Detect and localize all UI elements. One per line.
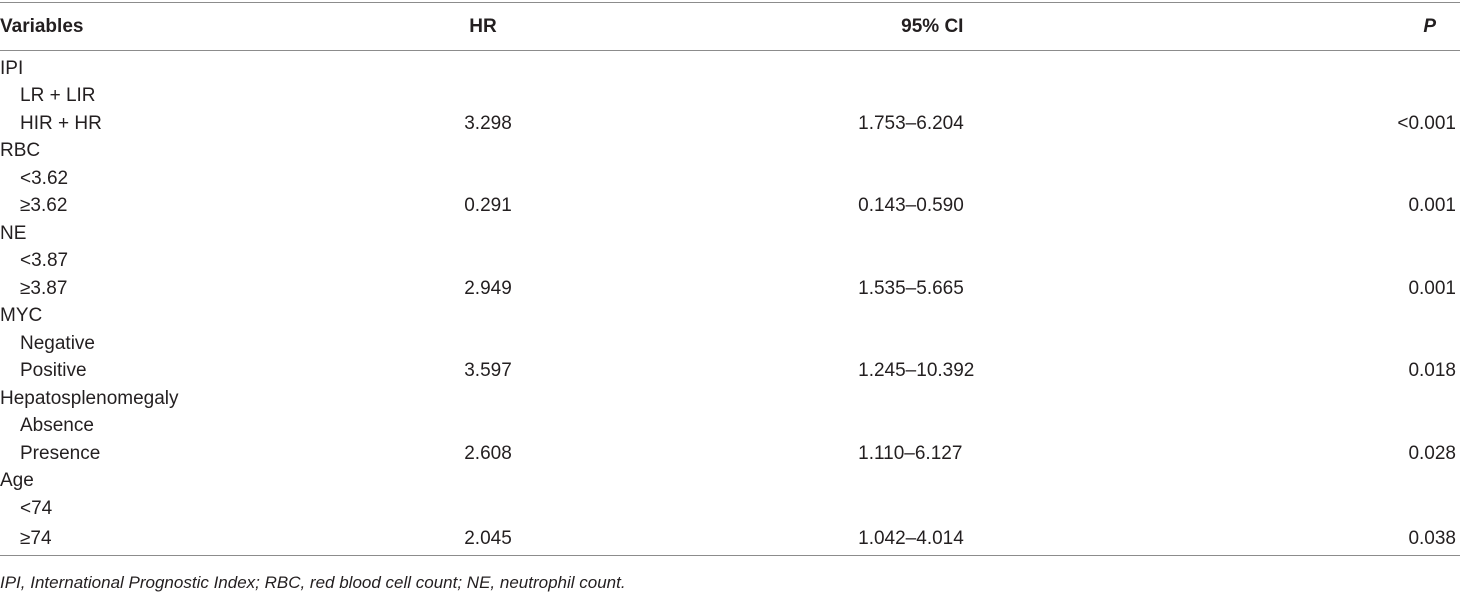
cell-ci: 1.110–6.127 bbox=[858, 442, 963, 464]
cell-p-value bbox=[1231, 385, 1460, 413]
table-row bbox=[0, 495, 1460, 523]
cell-p-value bbox=[1231, 165, 1460, 193]
cell-p-value bbox=[1231, 248, 1460, 276]
table-row bbox=[0, 523, 1460, 556]
header-variables: Variables bbox=[0, 3, 339, 51]
cell-hr bbox=[339, 495, 633, 523]
cell-hr bbox=[339, 330, 633, 358]
table-row bbox=[0, 110, 1460, 138]
cell-variable: <3.62 bbox=[20, 167, 69, 189]
cell-variable: Positive bbox=[20, 360, 87, 382]
cell-variable: HIR + HR bbox=[20, 112, 102, 134]
cell-variable: <74 bbox=[20, 497, 53, 519]
table-row bbox=[0, 193, 1460, 221]
table-row bbox=[0, 275, 1460, 303]
table-row bbox=[0, 440, 1460, 468]
cell-hr: 2.949 bbox=[464, 277, 512, 299]
cell-p-value: 0.028 bbox=[1408, 442, 1456, 464]
cell-hr bbox=[339, 385, 633, 413]
cell-hr bbox=[339, 248, 633, 276]
cell-variable: ≥3.87 bbox=[20, 277, 68, 299]
table-row bbox=[0, 248, 1460, 276]
cell-variable: MYC bbox=[0, 305, 43, 327]
cell-variable: Negative bbox=[20, 332, 95, 354]
header-ci: 95% CI bbox=[633, 3, 1230, 51]
cell-p-value: 0.038 bbox=[1231, 523, 1460, 556]
cell-hr: 2.608 bbox=[464, 442, 512, 464]
cell-p-value: 0.018 bbox=[1408, 360, 1456, 382]
table-header bbox=[0, 3, 1460, 51]
header-row bbox=[0, 3, 1460, 51]
cell-hr: 2.045 bbox=[339, 523, 633, 556]
cell-p-value bbox=[1231, 220, 1460, 248]
cell-ci: 1.245–10.392 bbox=[858, 360, 975, 382]
cell-ci: 1.042–4.014 bbox=[633, 523, 1230, 556]
cell-hr: 0.291 bbox=[464, 195, 512, 217]
cell-ci: 1.753–6.204 bbox=[858, 112, 964, 134]
table-row bbox=[0, 220, 1460, 248]
cell-p-value: 0.001 bbox=[1408, 277, 1456, 299]
cell-variable: NE bbox=[0, 222, 27, 244]
cell-ci bbox=[633, 220, 1230, 248]
table-row bbox=[0, 358, 1460, 386]
hazard-ratio-table bbox=[0, 2, 1460, 556]
cell-p-value bbox=[1231, 413, 1460, 441]
cell-ci bbox=[633, 303, 1230, 331]
cell-variable: Hepatosplenomegaly bbox=[0, 387, 179, 409]
cell-ci bbox=[633, 51, 1230, 83]
cell-p-value bbox=[1231, 138, 1460, 166]
cell-variable: Age bbox=[0, 470, 34, 492]
cell-hr bbox=[339, 468, 633, 496]
cell-ci bbox=[633, 385, 1230, 413]
header-hr: HR bbox=[339, 3, 633, 51]
table-row bbox=[0, 468, 1460, 496]
cell-variable: IPI bbox=[0, 57, 24, 79]
cell-ci: 0.143–0.590 bbox=[858, 195, 964, 217]
cell-hr bbox=[339, 303, 633, 331]
cell-variable: RBC bbox=[0, 140, 41, 162]
header-p-value: P bbox=[1231, 3, 1460, 51]
table-row bbox=[0, 83, 1460, 111]
cell-ci bbox=[633, 83, 1230, 111]
table-row bbox=[0, 413, 1460, 441]
cell-p-value bbox=[1231, 330, 1460, 358]
cell-p-value bbox=[1231, 83, 1460, 111]
cell-p-value: <0.001 bbox=[1397, 112, 1456, 134]
cell-ci bbox=[633, 413, 1230, 441]
cell-p-value bbox=[1231, 303, 1460, 331]
table-footnote: IPI, International Prognostic Index; RBC, red blood cell count; NE, neutrophil count. bbox=[0, 573, 626, 592]
cell-variable: LR + LIR bbox=[20, 85, 96, 107]
cell-ci bbox=[633, 165, 1230, 193]
cell-variable: <3.87 bbox=[20, 250, 69, 272]
cell-hr: 3.597 bbox=[464, 360, 512, 382]
cell-hr bbox=[339, 138, 633, 166]
cell-hr bbox=[339, 220, 633, 248]
cell-variable: ≥3.62 bbox=[20, 195, 68, 217]
table-body bbox=[0, 51, 1460, 556]
cell-hr bbox=[339, 83, 633, 111]
cell-hr bbox=[339, 413, 633, 441]
table-row bbox=[0, 51, 1460, 83]
table-row bbox=[0, 385, 1460, 413]
cell-ci bbox=[633, 468, 1230, 496]
table-row bbox=[0, 303, 1460, 331]
table-row bbox=[0, 330, 1460, 358]
cell-ci bbox=[633, 495, 1230, 523]
cell-hr bbox=[339, 51, 633, 83]
cell-p-value: 0.001 bbox=[1408, 195, 1456, 217]
cell-variable: Absence bbox=[20, 415, 94, 437]
cell-ci bbox=[633, 138, 1230, 166]
cell-hr: 3.298 bbox=[464, 112, 512, 134]
cell-p-value bbox=[1231, 495, 1460, 523]
cell-variable: ≥74 bbox=[0, 523, 339, 556]
cell-ci bbox=[633, 330, 1230, 358]
cell-ci bbox=[633, 248, 1230, 276]
results-table-container bbox=[0, 2, 1460, 556]
table-row bbox=[0, 138, 1460, 166]
cell-hr bbox=[339, 165, 633, 193]
cell-ci: 1.535–5.665 bbox=[858, 277, 964, 299]
cell-p-value bbox=[1231, 468, 1460, 496]
cell-p-value bbox=[1231, 51, 1460, 83]
cell-variable: Presence bbox=[20, 442, 101, 464]
table-row bbox=[0, 165, 1460, 193]
